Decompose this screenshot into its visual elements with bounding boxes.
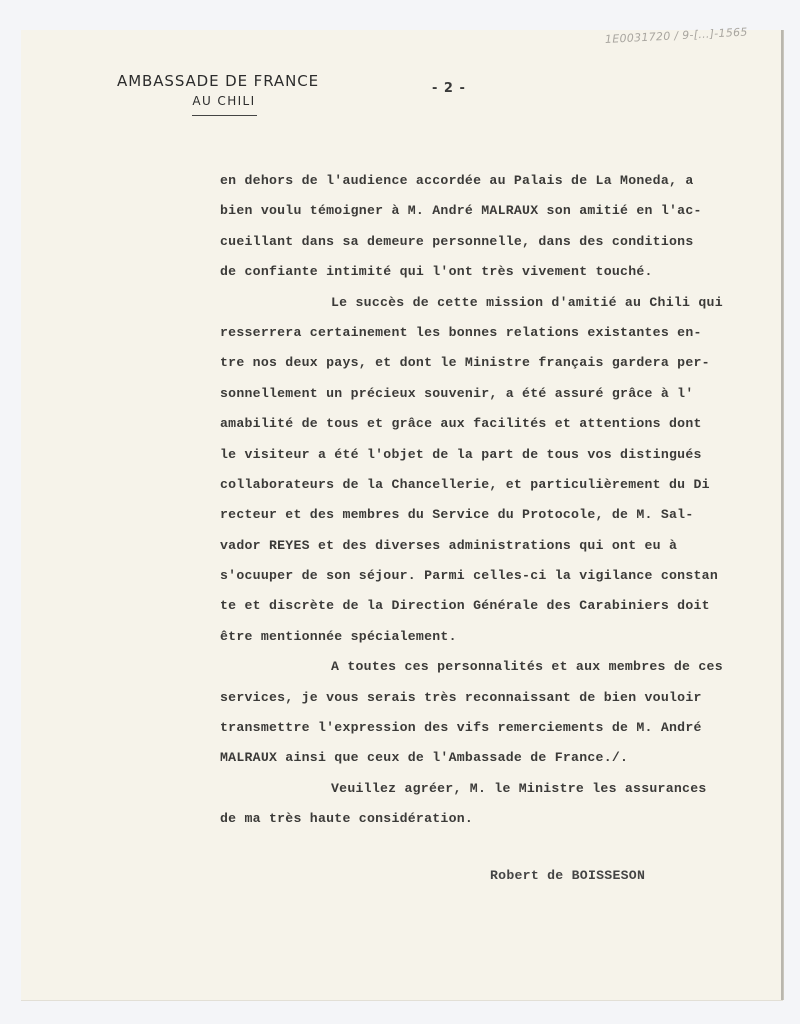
body-text-line: de ma très haute considération.: [220, 811, 474, 827]
body-text-line: transmettre l'expression des vifs remerciements de M. André: [220, 720, 702, 736]
body-text-line: être mentionnée spécialement.: [220, 628, 457, 644]
body-text-line: services, je vous serais très reconnaissant de bien vouloir: [220, 689, 702, 705]
body-text-line: resserrera certainement les bonnes relations existantes en-: [220, 324, 702, 340]
body-text-line: recteur et des membres du Service du Protocole, de M. Sal-: [220, 507, 694, 523]
body-text-line: bien voulu témoigner à M. André MALRAUX son amitié en l'ac-: [220, 203, 702, 219]
body-text-line: Veuillez agréer, M. le Ministre les assurances: [331, 780, 707, 796]
body-text-line: cueillant dans sa demeure personnelle, dans des conditions: [220, 233, 694, 249]
body-text-line: de confiante intimité qui l'ont très vivement touché.: [220, 264, 653, 280]
body-text-line: MALRAUX ainsi que ceux de l'Ambassade de France./.: [220, 750, 629, 766]
signature: Robert de BOISSESON: [490, 868, 646, 883]
archive-reference-annotation: 1E0031720 / 9-[...]-1565: [604, 25, 748, 46]
body-text-line: tre nos deux pays, et dont le Ministre français gardera per-: [220, 355, 710, 371]
page-number: - 2 -: [432, 81, 466, 96]
body-text-line: te et discrète de la Direction Générale des Carabiniers doit: [220, 598, 710, 614]
letterhead-country: AU CHILI: [192, 94, 256, 108]
body-text-line: le visiteur a été l'objet de la part de tous vos distingués: [220, 446, 702, 462]
body-text-line: vador REYES et des diverses administrations qui ont eu à: [220, 537, 678, 553]
body-text-line: s'ocuuper de son séjour. Parmi celles-ci la vigilance constan: [220, 568, 718, 584]
body-text-line: A toutes ces personnalités et aux membres de ces: [331, 659, 723, 675]
body-text-line: en dehors de l'audience accordée au Palais de La Moneda, a: [220, 173, 694, 188]
letterhead-underline: [192, 115, 257, 116]
letter-body: [220, 166, 780, 835]
body-text-line: collaborateurs de la Chancellerie, et particulièrement du Di: [220, 476, 710, 492]
body-text-line: Le succès de cette mission d'amitié au Chili qui: [331, 294, 723, 310]
letterhead: [87, 72, 349, 116]
letterhead-embassy-name: AMBASSADE DE FRANCE: [117, 72, 319, 90]
body-text-line: sonnellement un précieux souvenir, a été assuré grâce à l': [220, 385, 694, 401]
body-text-line: amabilité de tous et grâce aux facilités et attentions dont: [220, 416, 702, 432]
